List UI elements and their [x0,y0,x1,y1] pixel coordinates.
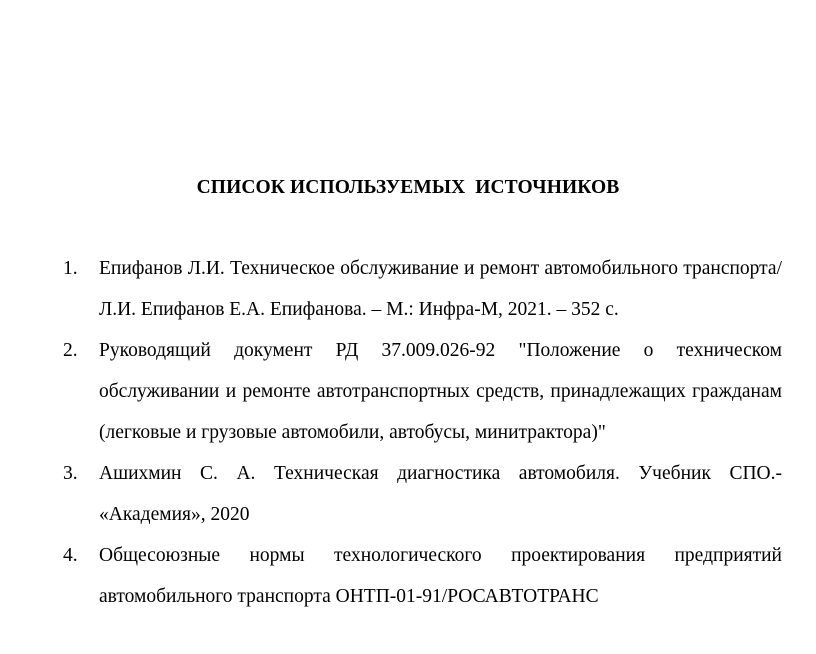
reference-text: Общесоюзные нормы технологического проектирования предприятий автомобильного транспорта ОНТП-01-91/РОСАВТОТРАНС [99,545,782,607]
reference-list [63,248,782,617]
reference-item [63,248,782,330]
reference-text: Епифанов Л.И. Техническое обслуживание и ремонт автомобильного транспорта/Л.И. Епифанов Е.А. Епифанова. – М.: Инфра-М, 2021. – 352 с. [99,258,782,320]
reference-text: Руководящий документ РД 37.009.026-92 "Положение о техническом обслуживании и ремонте автотранспортных средств, принадлежащих гражданам (легковые и грузовые автомобили, автобусы, минитрактора)" [99,340,782,443]
page-title: СПИСОК ИСПОЛЬЗУЕМЫХ ИСТОЧНИКОВ [196,177,620,198]
reference-number: 2. [63,340,78,361]
reference-item [63,535,782,617]
reference-number: 1. [63,258,78,279]
reference-number: 4. [63,545,78,566]
reference-item [63,453,782,535]
reference-number: 3. [63,463,78,484]
reference-item [63,330,782,453]
reference-text: Ашихмин С. А. Техническая диагностика автомобиля. Учебник СПО.- «Академия», 2020 [99,463,782,525]
